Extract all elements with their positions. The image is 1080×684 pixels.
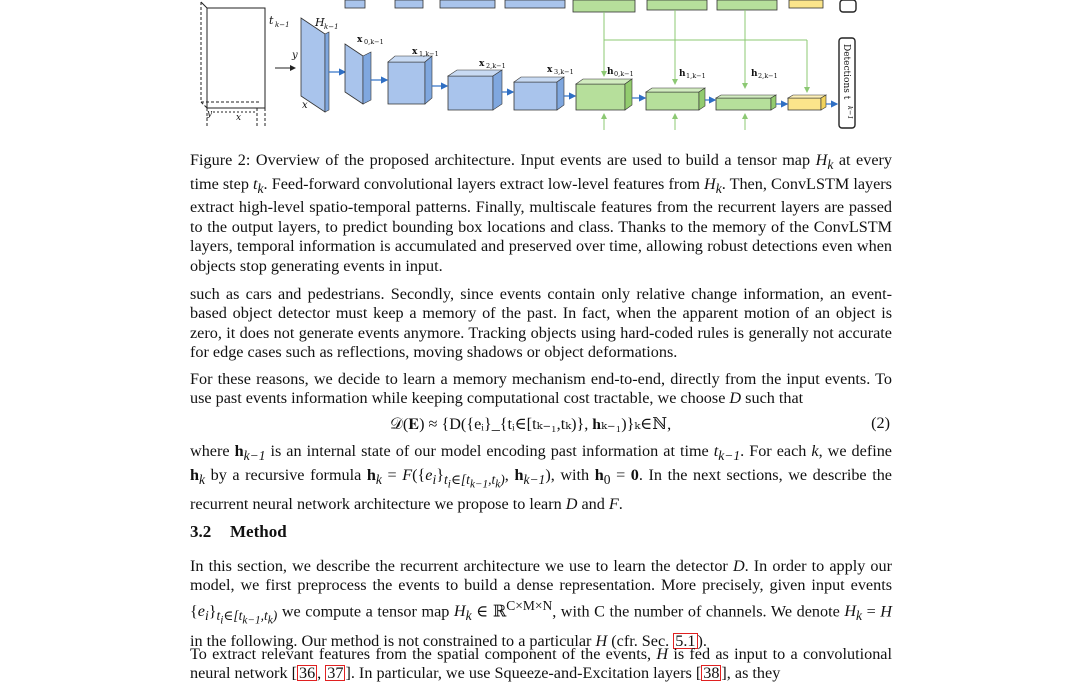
ref-36[interactable]: 36	[298, 664, 316, 683]
equation-2	[190, 414, 892, 436]
axis-y-label: y	[292, 50, 298, 61]
label-x0: x	[357, 35, 363, 45]
detections-box	[839, 38, 855, 128]
input-tensor	[201, 2, 265, 126]
paragraph-4	[190, 557, 892, 651]
label-x1: x	[412, 47, 418, 57]
paragraph-2-text: For these reasons, we decide to learn a memory mechanism end-to-end, directly from the input events. To use past events information while keeping computational cost tractable, we choose D such that	[190, 370, 892, 408]
paragraph-1	[190, 285, 892, 363]
label-x3: x	[547, 65, 553, 75]
ref-38[interactable]: 38	[703, 664, 720, 683]
label-t-prev-sub: k−1	[275, 21, 290, 29]
conv-layer-1	[345, 44, 371, 104]
label-x2: x	[479, 59, 485, 69]
ref-37[interactable]: 37	[327, 664, 344, 683]
label-x1-sub: 1,k−1	[419, 50, 439, 58]
label-h0-sub: 0,k−1	[614, 70, 634, 78]
label-h1-sub: 1,k−1	[686, 72, 706, 80]
ref-sec-5-1[interactable]: 5.1	[675, 631, 696, 650]
axis-y-label-bottom: y	[207, 109, 213, 119]
paragraph-1-text: such as cars and pedestrians. Secondly, since events contain only relative change information, an event-based object detector must keep a memory of the past. In fact, when the apparent motion of an object is zero, it does not generate events anymore. Tracking objects using hard-coded rules is generally not accurate for edge cases such as reflections, moving shadows or object deformations.	[190, 285, 892, 362]
label-H-prev: H	[315, 16, 325, 29]
section-title: Method	[230, 522, 287, 541]
paragraph-5-text: To extract relevant features from the spatial component of the events, H is fed as input to a convolutional neural network [ 36 , 37 ]. In particular, we use Squeeze-and-Excitation layers [ 38 ], as they	[190, 645, 892, 683]
label-h2-sub: 2,k−1	[758, 72, 778, 80]
paragraph-2	[190, 370, 892, 409]
section-heading	[190, 522, 287, 542]
lstm-layer-2	[716, 95, 776, 110]
conv-layer-2	[388, 56, 432, 104]
architecture-figure	[195, 0, 895, 140]
paragraph-5	[190, 645, 892, 684]
conv-layer-0	[301, 18, 329, 112]
label-h1: h	[679, 69, 686, 79]
paragraph-4-text: In this section, we describe the recurrent architecture we use to learn the detector D. In order to apply our model, we first preprocess the events to build a dense representation. More precisely, given input events $\{e_i\}_{t_i\in[t_{k-1},t_k)}$ we compute a tensor map $H_k$ ∈ ℝ$^{C\times M\times N}$, with C the number of channels. We denote $H_k = H$ in the following. Our method is not constrained to a particular H (cfr. Sec. 5.1 ).	[190, 557, 892, 650]
paragraph-3	[190, 442, 892, 514]
label-H-prev-sub: k−1	[324, 23, 339, 31]
label-x0-sub: 0,k−1	[364, 38, 384, 46]
paragraph-3-text: where $h_{k-1}$ is an internal state of our model encoding past information at time $t_{k-1}$. For each k, we define $h_k$ by a recursive formula $h_k = F(\{e_i\}_{t_i\in[t_{k-1},t_k)}$, $h_{k-1}$), with $h_0 = 0$. In the next sections, we describe the recurrent neural network architecture we propose to learn D and F.	[190, 442, 892, 513]
lstm-layer-0	[576, 79, 632, 110]
section-number: 3.2	[190, 522, 212, 541]
label-x3-sub: 3,k−1	[554, 68, 574, 76]
detections-label-sub: k−1	[846, 106, 854, 120]
top-row-partial	[345, 0, 856, 12]
figure-caption	[190, 151, 892, 276]
output-layer	[788, 95, 826, 110]
equation-body: 𝒟(𝐄) ≈ {D({eᵢ}_{tᵢ∈[tₖ₋₁,tₖ)}, 𝐡ₖ₋₁)}ₖ∈ℕ,	[390, 415, 672, 433]
conv-layer-3	[448, 70, 502, 110]
label-t-prev: t	[269, 14, 274, 27]
axis-x-label: x	[302, 100, 308, 111]
lstm-layer-1	[646, 88, 705, 110]
conv-layer-4	[514, 77, 564, 110]
label-h0: h	[607, 67, 614, 77]
label-h2: h	[751, 69, 758, 79]
caption-text: Figure 2: Overview of the proposed architecture. Input events are used to build a tensor map $H_k$ at every time step $t_k$. Feed-forward convolutional layers extract low-level features from $H_k$. Then, ConvLSTM layers extract high-level spatio-temporal patterns. Finally, multiscale features from the recurrent layers are passed to the output layers, to predict bounding box locations and class. Thanks to the memory of the ConvLSTM layers, temporal information is accumulated and preserved over time, allowing robust detections even when objects stop generating events in input.	[190, 151, 892, 275]
equation-number: (2)	[871, 414, 890, 432]
detections-label: Detections t	[841, 44, 851, 100]
axis-x-label-bottom: x	[236, 113, 242, 123]
label-x2-sub: 2,k−1	[486, 62, 506, 70]
